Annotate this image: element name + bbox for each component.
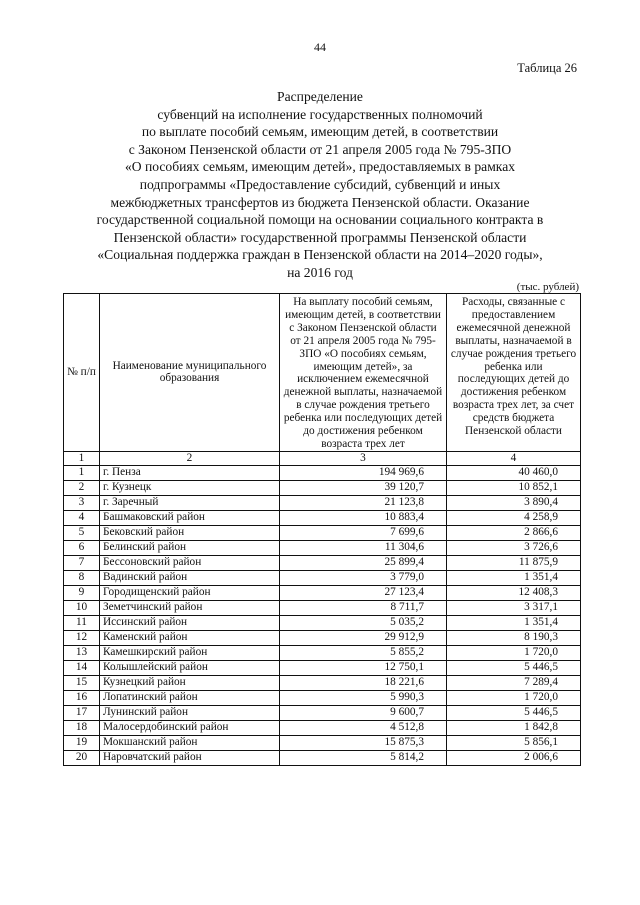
header-benefit-payments: На выплату пособий семьям, имеющим детей, в соответствии с Законом Пензенской области от 21 апреля 2005 года № 795-ЗПО «О пособиях семьям, имеющим детей», за исключением ежемесячной денежной выплаты, назначаемой в случае рождения третьего ребенка или последующих детей до достижения ребенком возраста трех лет <box>280 294 447 452</box>
title-line: межбюджетных трансфертов из бюджета Пензенской области. Оказание <box>110 194 530 210</box>
document-title <box>60 88 580 282</box>
row-number: 9 <box>64 585 100 600</box>
monthly-payment-amount: 10 852,1 <box>447 480 581 495</box>
title-line: с Законом Пензенской области от 21 апреля 2005 года № 795-ЗПО <box>128 141 512 157</box>
header-monthly-payment-expenses: Расходы, связанные с предоставлением ежемесячной денежной выплаты, назначаемой в случае рождения третьего ребенка или последующих детей до достижения ребенком возраста трех лет, за счет средств бюджета Пензенской области <box>447 294 581 452</box>
municipality-name: Бековский район <box>100 525 280 540</box>
monthly-payment-amount: 3 890,4 <box>447 495 581 510</box>
monthly-payment-amount: 8 190,3 <box>447 630 581 645</box>
municipality-name: г. Пенза <box>100 465 280 480</box>
benefit-amount: 25 899,4 <box>280 555 447 570</box>
monthly-payment-amount: 5 446,5 <box>447 705 581 720</box>
monthly-payment-amount: 3 726,6 <box>447 540 581 555</box>
table-row <box>64 660 581 675</box>
municipality-name: Городищенский район <box>100 585 280 600</box>
municipality-name: Мокшанский район <box>100 735 280 750</box>
title-line: государственной социальной помощи на основании социального контракта в <box>96 212 544 228</box>
benefit-amount: 11 304,6 <box>280 540 447 555</box>
title-line: «Социальная поддержка граждан в Пензенской области на 2014–2020 годы», <box>97 247 543 263</box>
row-number: 10 <box>64 600 100 615</box>
column-number: 1 <box>64 451 100 465</box>
row-number: 8 <box>64 570 100 585</box>
title-line: Пензенской области» государственной программы Пензенской области <box>113 229 527 245</box>
municipality-name: Камешкирский район <box>100 645 280 660</box>
header-municipality: Наименование муниципального образования <box>100 294 280 452</box>
row-number: 18 <box>64 720 100 735</box>
header-number: № п/п <box>64 294 100 452</box>
table-row <box>64 525 581 540</box>
municipality-name: Вадинский район <box>100 570 280 585</box>
benefit-amount: 27 123,4 <box>280 585 447 600</box>
table-row <box>64 600 581 615</box>
benefit-amount: 8 711,7 <box>280 600 447 615</box>
row-number: 3 <box>64 495 100 510</box>
benefit-amount: 39 120,7 <box>280 480 447 495</box>
municipality-name: Земетчинский район <box>100 600 280 615</box>
benefit-amount: 29 912,9 <box>280 630 447 645</box>
monthly-payment-amount: 40 460,0 <box>447 465 581 480</box>
row-number: 14 <box>64 660 100 675</box>
row-number: 15 <box>64 675 100 690</box>
page-number: 44 <box>314 40 326 54</box>
table-row <box>64 615 581 630</box>
row-number: 2 <box>64 480 100 495</box>
municipality-name: г. Заречный <box>100 495 280 510</box>
table-row <box>64 555 581 570</box>
table-row <box>64 720 581 735</box>
row-number: 13 <box>64 645 100 660</box>
benefit-amount: 5 855,2 <box>280 645 447 660</box>
municipality-name: Башмаковский район <box>100 510 280 525</box>
monthly-payment-amount: 5 856,1 <box>447 735 581 750</box>
benefit-amount: 12 750,1 <box>280 660 447 675</box>
municipality-name: Каменский район <box>100 630 280 645</box>
monthly-payment-amount: 12 408,3 <box>447 585 581 600</box>
title-line: подпрограммы «Предоставление субсидий, субвенций и иных <box>139 176 501 192</box>
row-number: 19 <box>64 735 100 750</box>
benefit-amount: 194 969,6 <box>280 465 447 480</box>
title-line: Распределение <box>277 89 363 104</box>
monthly-payment-amount: 7 289,4 <box>447 675 581 690</box>
row-number: 12 <box>64 630 100 645</box>
table-row <box>64 690 581 705</box>
benefit-amount: 7 699,6 <box>280 525 447 540</box>
table-row <box>64 495 581 510</box>
title-line: на 2016 год <box>287 264 353 280</box>
municipality-name: Белинский район <box>100 540 280 555</box>
column-number: 3 <box>280 451 447 465</box>
municipality-name: Кузнецкий район <box>100 675 280 690</box>
title-line: по выплате пособий семьям, имеющим детей, в соответствии <box>141 124 499 140</box>
table-row <box>64 675 581 690</box>
benefit-amount: 5 990,3 <box>280 690 447 705</box>
benefit-amount: 10 883,4 <box>280 510 447 525</box>
table-row <box>64 750 581 765</box>
table-row <box>64 585 581 600</box>
row-number: 1 <box>64 465 100 480</box>
table-row <box>64 705 581 720</box>
monthly-payment-amount: 5 446,5 <box>447 660 581 675</box>
row-number: 7 <box>64 555 100 570</box>
title-line: субвенций на исполнение государственных полномочий <box>157 106 483 122</box>
municipality-name: Бессоновский район <box>100 555 280 570</box>
monthly-payment-amount: 4 258,9 <box>447 510 581 525</box>
row-number: 4 <box>64 510 100 525</box>
row-number: 16 <box>64 690 100 705</box>
monthly-payment-amount: 1 351,4 <box>447 615 581 630</box>
monthly-payment-amount: 3 317,1 <box>447 600 581 615</box>
row-number: 6 <box>64 540 100 555</box>
column-number: 4 <box>447 451 581 465</box>
monthly-payment-amount: 1 720,0 <box>447 645 581 660</box>
municipality-name: г. Кузнецк <box>100 480 280 495</box>
municipality-name: Иссинский район <box>100 615 280 630</box>
benefit-amount: 3 779,0 <box>280 570 447 585</box>
row-number: 20 <box>64 750 100 765</box>
monthly-payment-amount: 2 866,6 <box>447 525 581 540</box>
monthly-payment-amount: 1 842,8 <box>447 720 581 735</box>
table-row <box>64 630 581 645</box>
monthly-payment-amount: 11 875,9 <box>447 555 581 570</box>
column-number-row <box>64 451 581 465</box>
municipality-name: Лопатинский район <box>100 690 280 705</box>
table-row <box>64 540 581 555</box>
benefit-amount: 15 875,3 <box>280 735 447 750</box>
row-number: 11 <box>64 615 100 630</box>
column-number: 2 <box>100 451 280 465</box>
table-row <box>64 480 581 495</box>
header-row <box>64 294 581 452</box>
monthly-payment-amount: 2 006,6 <box>447 750 581 765</box>
municipality-name: Колышлейский район <box>100 660 280 675</box>
monthly-payment-amount: 1 351,4 <box>447 570 581 585</box>
table-row <box>64 570 581 585</box>
benefit-amount: 4 512,8 <box>280 720 447 735</box>
title-line: «О пособиях семьям, имеющим детей», предоставляемых в рамках <box>124 159 516 175</box>
municipality-name: Малосердобинский район <box>100 720 280 735</box>
benefit-amount: 21 123,8 <box>280 495 447 510</box>
table-row <box>64 645 581 660</box>
table-label: Таблица 26 <box>517 61 577 75</box>
table-row <box>64 510 581 525</box>
municipality-name: Лунинский район <box>100 705 280 720</box>
row-number: 5 <box>64 525 100 540</box>
municipality-name: Наровчатский район <box>100 750 280 765</box>
subvention-table <box>63 293 581 766</box>
benefit-amount: 5 814,2 <box>280 750 447 765</box>
units-note: (тыс. рублей) <box>516 281 579 293</box>
benefit-amount: 5 035,2 <box>280 615 447 630</box>
monthly-payment-amount: 1 720,0 <box>447 690 581 705</box>
table-row <box>64 465 581 480</box>
row-number: 17 <box>64 705 100 720</box>
benefit-amount: 18 221,6 <box>280 675 447 690</box>
table-body <box>64 465 581 765</box>
benefit-amount: 9 600,7 <box>280 705 447 720</box>
table-row <box>64 735 581 750</box>
